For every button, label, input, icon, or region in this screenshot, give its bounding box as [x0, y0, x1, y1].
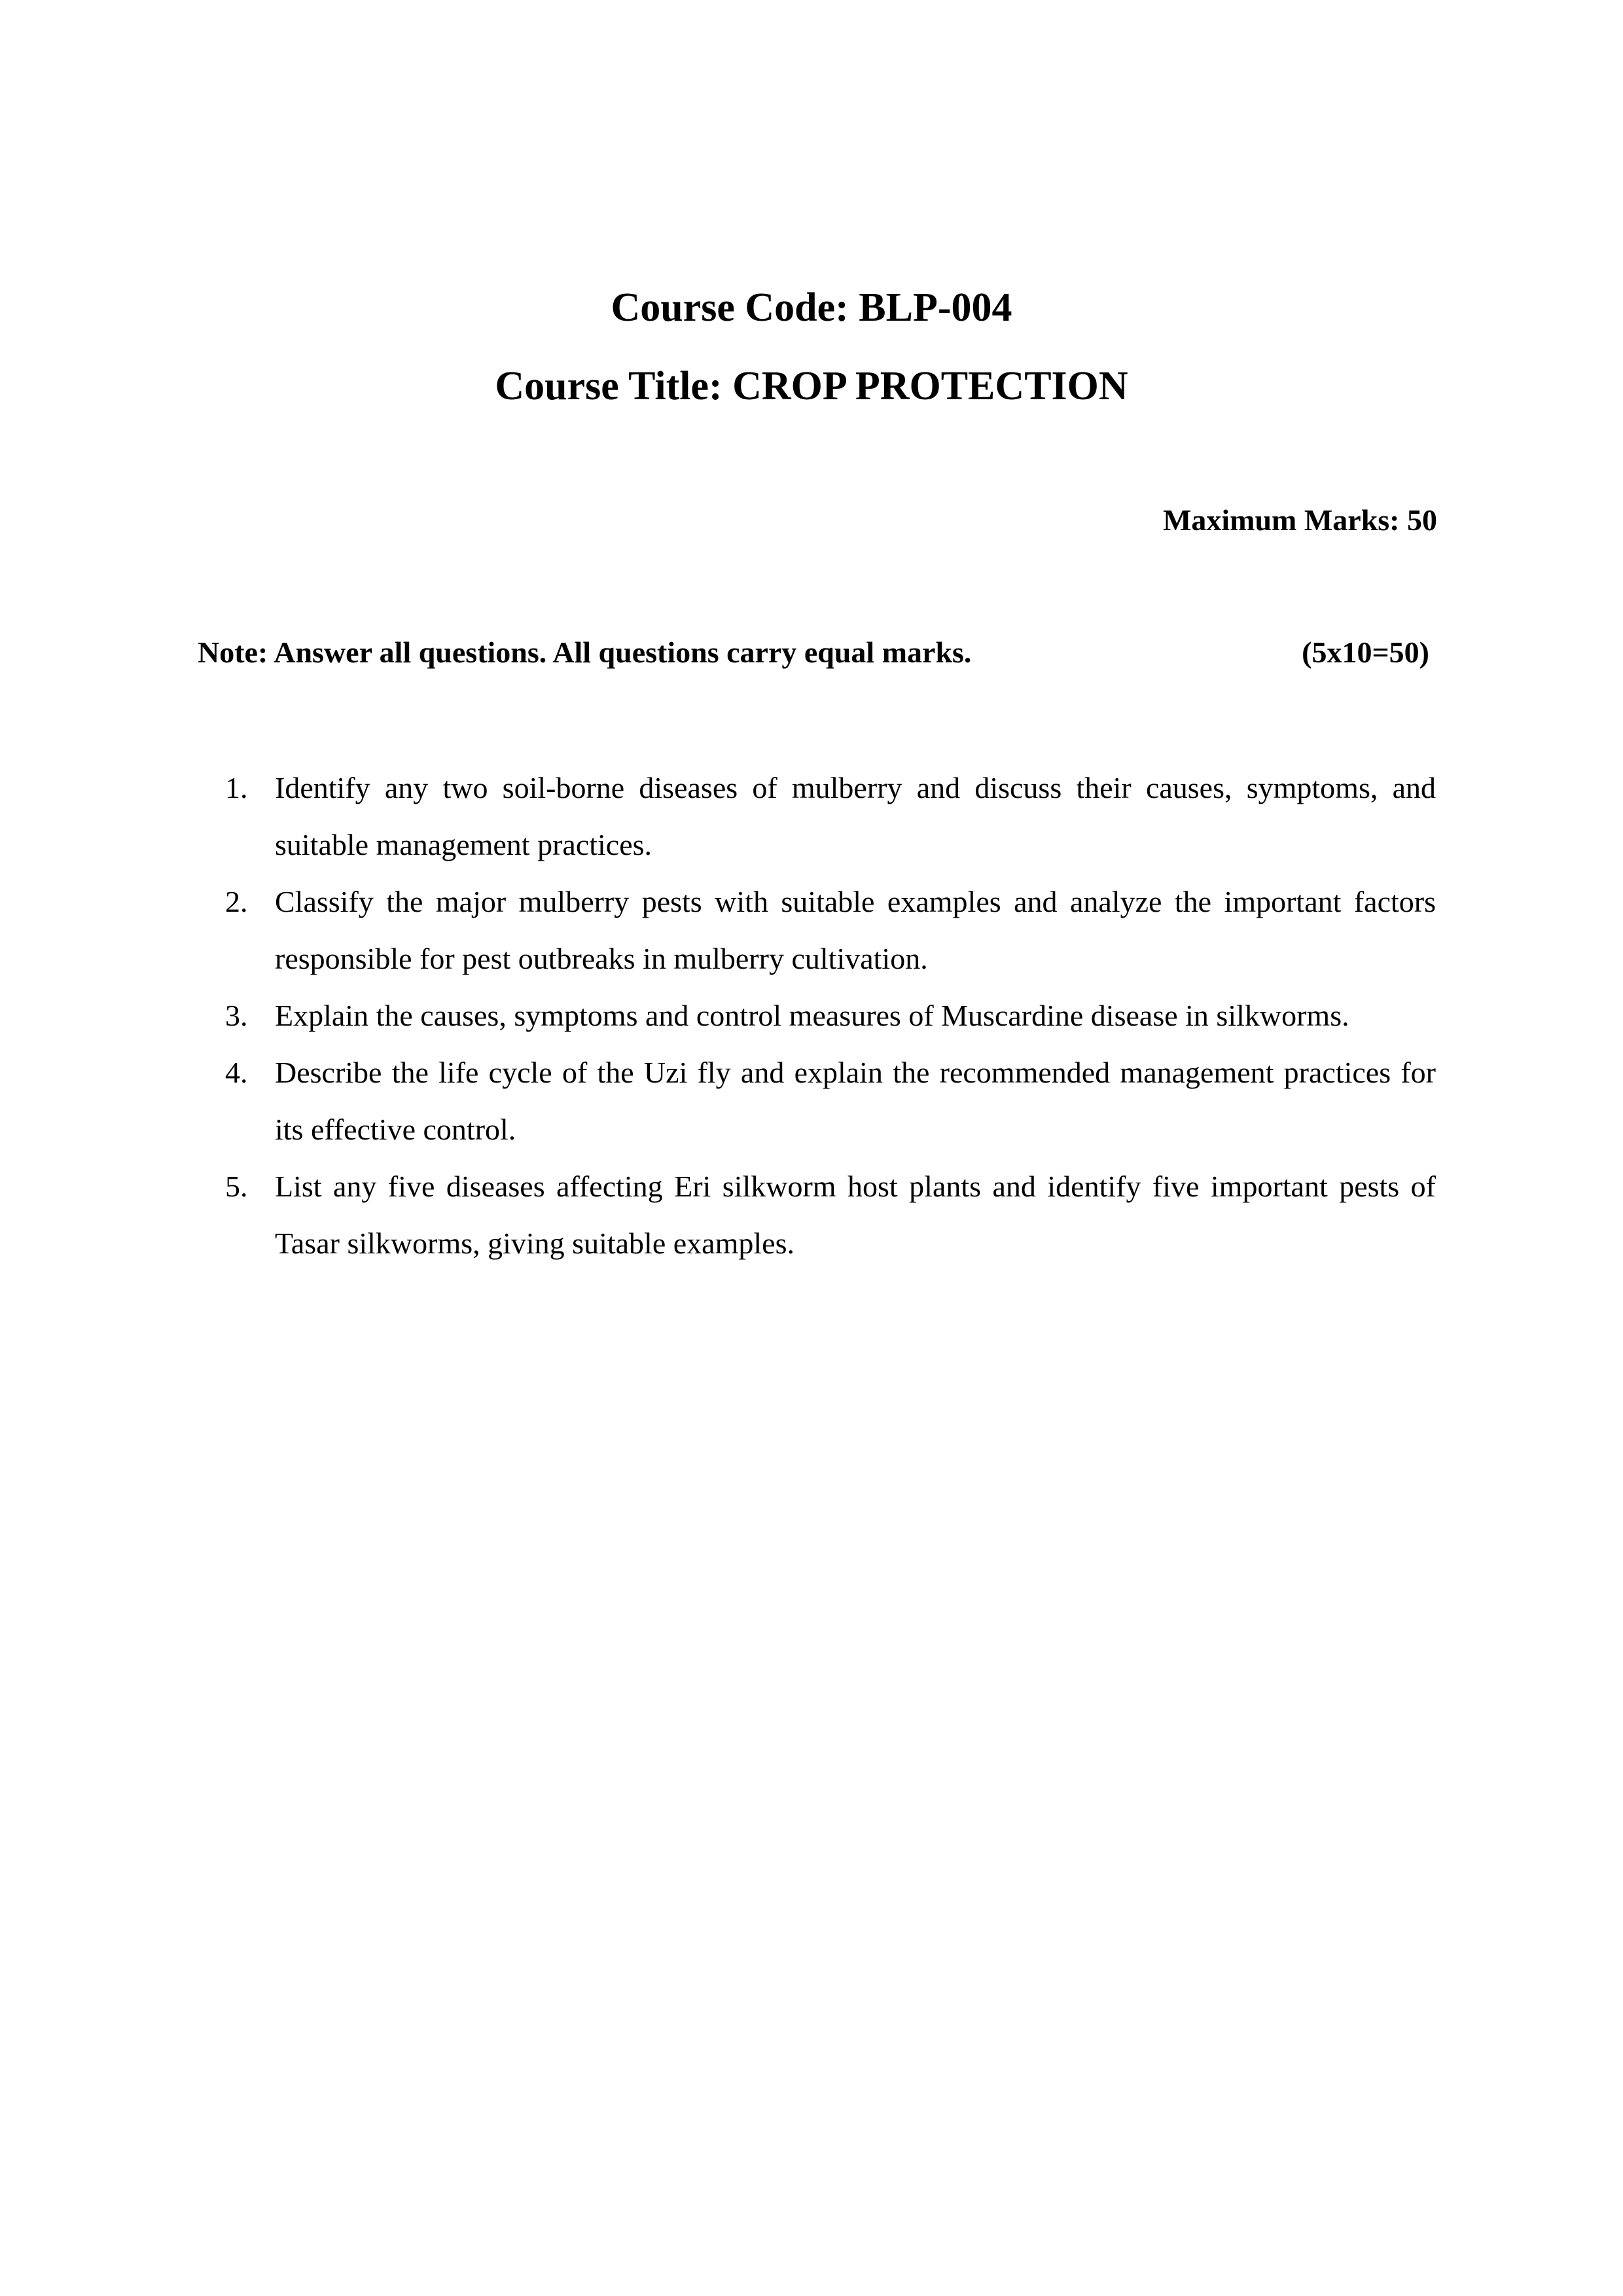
question-item [225, 759, 1436, 873]
note-instruction: Note: Answer all questions. All questions carry equal marks. [198, 636, 972, 669]
question-item [225, 1044, 1436, 1158]
question-text: Explain the causes, symptoms and control measures of Muscardine disease in silkworms. [275, 999, 1349, 1032]
question-text: Classify the major mulberry pests with suitable examples and analyze the important factors responsible for pest outbreaks in mulberry cultivation. [275, 885, 1436, 975]
question-list [225, 759, 1436, 1272]
question-item [225, 873, 1436, 987]
question-number: 3. [225, 999, 248, 1032]
course-code-heading: Course Code: BLP-004 [611, 285, 1012, 330]
question-number: 1. [225, 771, 248, 804]
question-item [225, 987, 1436, 1044]
course-title-heading: Course Title: CROP PROTECTION [495, 364, 1128, 408]
maximum-marks: Maximum Marks: 50 [1162, 503, 1437, 537]
question-text: List any five diseases affecting Eri silkworm host plants and identify five important pests of Tasar silkworms, giving suitable examples. [275, 1170, 1436, 1260]
question-text: Describe the life cycle of the Uzi fly and explain the recommended management practices for its effective control. [275, 1056, 1436, 1146]
note-row [198, 633, 1428, 672]
marks-distribution: (5x10=50) [1302, 636, 1429, 669]
question-number: 5. [225, 1170, 248, 1203]
question-number: 2. [225, 885, 248, 918]
question-item [225, 1158, 1436, 1272]
question-text: Identify any two soil-borne diseases of mulberry and discuss their causes, symptoms, and suitable management practices. [275, 771, 1436, 861]
question-number: 4. [225, 1056, 248, 1089]
